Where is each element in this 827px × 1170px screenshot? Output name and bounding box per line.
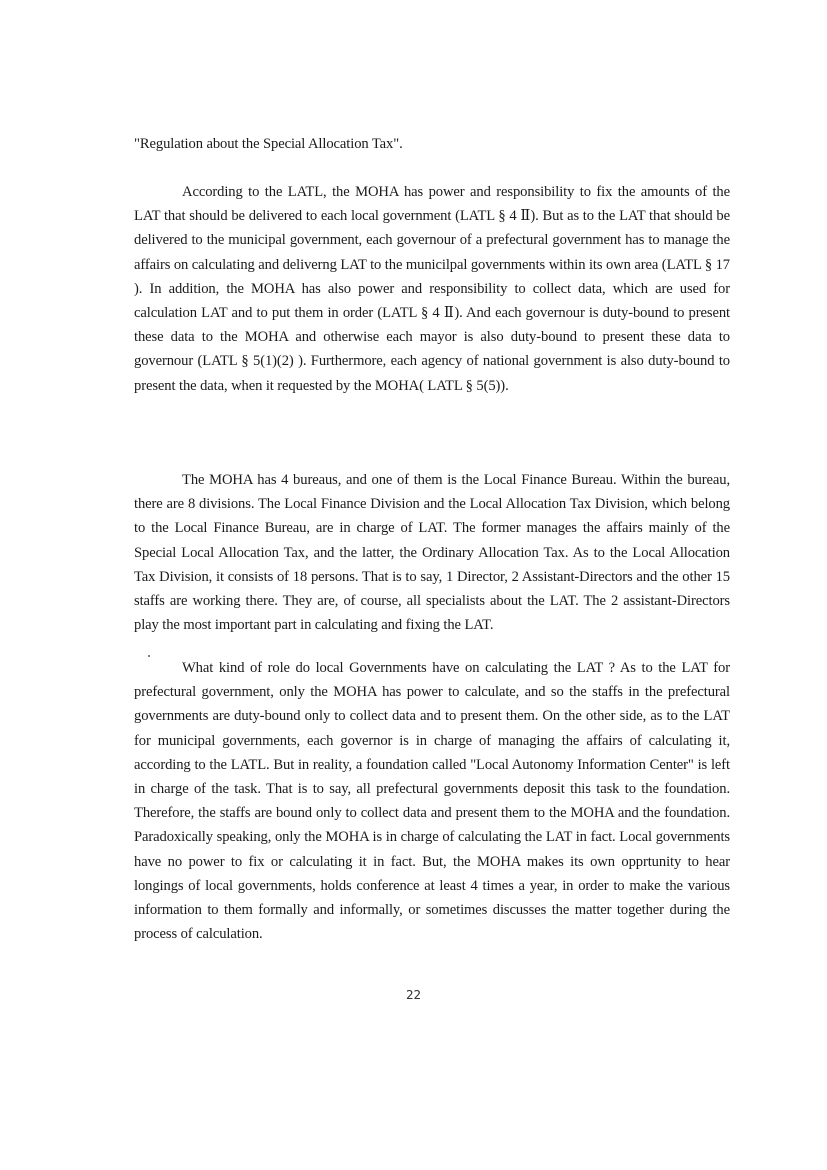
continuation-text-block <box>134 132 730 156</box>
local-government-role-text-block <box>134 656 730 946</box>
paragraph-moha-bureaus: The MOHA has 4 bureaus, and one of them is the Local Finance Bureau. Within the bureau, there are 8 divisions. The Local Finance Division and the Local Allocation Tax Division, which belong to the Local Finance Bureau, are in charge of LAT. The former manages the affairs mainly of the Special Local Allocation Tax, and the latter, the Ordinary Allocation Tax. As to the Local Allocation Tax Division, it consists of 18 persons. That is to say, 1 Director, 2 Assistant-Directors and the other 15 staffs are working there. They are, of course, all specialists about the LAT. The 2 assistant-Directors play the most important part in calculating and fixing the LAT. <box>134 472 730 634</box>
paragraph-local-government-role: What kind of role do local Governments have on calculating the LAT ? As to the LAT for prefectural government, only the MOHA has power to calculate, and so the staffs in the prefectural governments are duty-bound only to collect data and to present them. On the other side, as to the LAT for municipal governments, each governor is in charge of managing the affairs of calculating it, according to the LATL. But in reality, a foundation called "Local Autonomy Information Center" is left in charge of the task. That is to say, all prefectural governments deposit this task to the foundation. Therefore, the staffs are bound only to collect data and present them to the MOHA and the foundation. Paradoxically speaking, only the MOHA is in charge of calculating the LAT in fact. Local governments have no power to fix or calculating it in fact. But, the MOHA makes its own opprtunity to hear longings of local governments, holds conference at least 4 times a year, in order to make the various information to them formally and informally, or sometimes discusses the matter together during the process of calculation. <box>134 660 730 943</box>
paragraph-latl-responsibility: According to the LATL, the MOHA has power and responsibility to fix the amounts of the LAT that should be delivered to each local government (LATL § 4 Ⅱ). But as to the LAT that should be delivered to the municipal government, each governour of a prefectural government has to manage the affairs on calculating and deliverng LAT to the municilpal governments within its own area (LATL § 17 ). In addition, the MOHA has also power and responsibility to collect data, which are used for calculation LAT and to put them in order (LATL § 4 Ⅱ). And each governour is duty-bound to present these data to the MOHA and otherwise each mayor is also duty-bound to present these data to governour (LATL § 5(1)(2) ). Furthermore, each agency of national government is also duty-bound to present the data, when it requested by the MOHA( LATL § 5(5)). <box>134 184 730 394</box>
paragraph-continuation: "Regulation about the Special Allocation Tax". <box>134 136 403 152</box>
page-number: 22 <box>405 987 422 1002</box>
moha-bureaus-text-block <box>134 468 730 637</box>
latl-responsibility-text-block <box>134 180 730 398</box>
